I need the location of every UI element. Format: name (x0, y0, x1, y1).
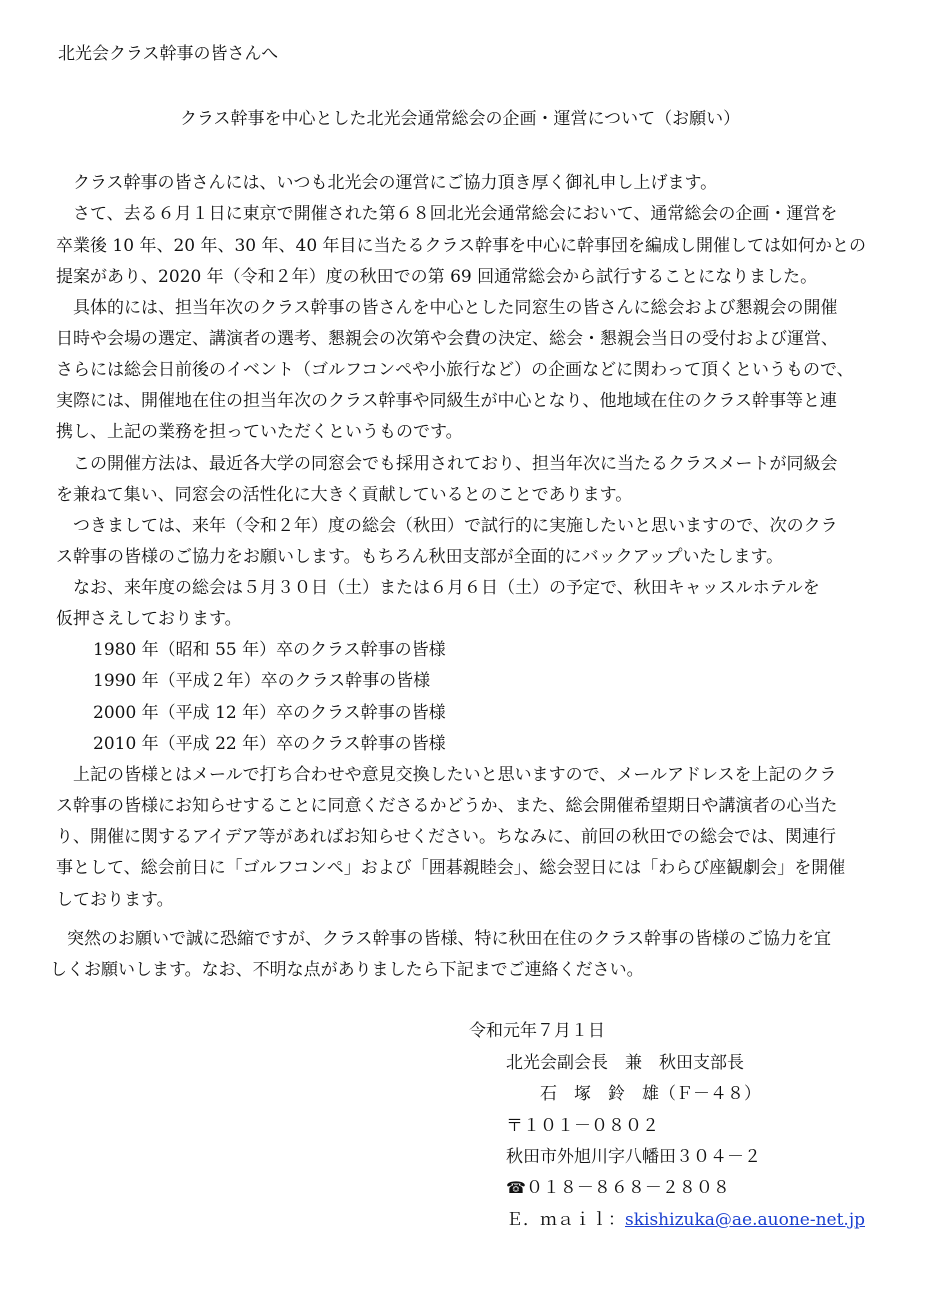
class-list-item: 2010 年（平成 22 年）卒のクラス幹事の皆様 (93, 734, 446, 754)
body-line: 日時や会場の選定、講演者の選考、懇親会の次第や会費の決定、総会・懇親会当日の受付および運営、 (56, 329, 838, 349)
sender-position: 北光会副会長 兼 秋田支部長 (506, 1053, 744, 1073)
closing-line: 事として、総会前日に「ゴルフコンペ」および「囲碁親睦会」、総会翌日には「わらび座観劇会」を開催 (56, 858, 846, 878)
email-link[interactable]: skishizuka@ae.auone-net.jp (625, 1210, 865, 1230)
closing-line: しております。 (56, 890, 174, 910)
phone-line (506, 1178, 730, 1198)
body-line: を兼ねて集い、同窓会の活性化に大きく貢献しているとのことであります。 (56, 485, 633, 505)
email-label: Ｅ．ｍａｉｌ： (506, 1210, 625, 1230)
class-list-item: 1990 年（平成２年）卒のクラス幹事の皆様 (93, 671, 431, 691)
body-line: 実際には、開催地在住の担当年次のクラス幹事や同級生が中心となり、他地域在住のクラス幹事等と連 (56, 391, 837, 411)
closing-line: ス幹事の皆様にお知らせすることに同意くださるかどうか、また、総会開催希望期日や講演者の心当た (56, 796, 838, 816)
body-line: 提案があり、2020 年（令和２年）度の秋田での第 69 回通常総会から試行することになりました。 (56, 267, 818, 287)
body-line: つきましては、来年（令和２年）度の総会（秋田）で試行的に実施したいと思いますので、次のクラ (56, 516, 838, 536)
body-line: クラス幹事の皆さんには、いつも北光会の運営にご協力頂き厚く御礼申し上げます。 (56, 173, 718, 193)
salutation: 北光会クラス幹事の皆さんへ (58, 44, 279, 64)
email-line (506, 1210, 865, 1230)
sender-name: 石 塚 鈴 雄（Ｆ－４８） (540, 1084, 761, 1104)
class-list-item: 1980 年（昭和 55 年）卒のクラス幹事の皆様 (93, 640, 446, 660)
telephone-icon: ☎ (506, 1178, 526, 1197)
body-line: ス幹事の皆様のご協力をお願いします。もちろん秋田支部が全面的にバックアップいたします。 (56, 547, 784, 567)
final-line: 突然のお願いで誠に恐縮ですが、クラス幹事の皆様、特に秋田在住のクラス幹事の皆様のご協力を宜 (50, 929, 831, 949)
body-line: さらには総会日前後のイベント（ゴルフコンペや小旅行など）の企画などに関わって頂くというもので、 (56, 360, 854, 380)
body-line: 仮押さえしております。 (56, 609, 242, 629)
body-line: この開催方法は、最近各大学の同窓会でも採用されており、担当年次に当たるクラスメートが同級会 (56, 454, 838, 474)
body-line: 携し、上記の業務を担っていただくというものです。 (56, 422, 463, 442)
closing-line: 上記の皆様とはメールで打ち合わせや意見交換したいと思いますので、メールアドレスを上記のクラ (56, 765, 837, 785)
letter-title: クラス幹事を中心とした北光会通常総会の企画・運営について（お願い） (180, 109, 741, 129)
closing-line: り、開催に関するアイデア等があればお知らせください。ちなみに、前回の秋田での総会では、関連行 (56, 827, 836, 847)
body-line: さて、去る６月１日に東京で開催された第６８回北光会通常総会において、通常総会の企画・運営を (56, 204, 838, 224)
letter-date: 令和元年７月１日 (469, 1021, 605, 1041)
class-list-item: 2000 年（平成 12 年）卒のクラス幹事の皆様 (93, 703, 446, 723)
final-line: しくお願いします。なお、不明な点がありましたら下記までご連絡ください。 (50, 960, 644, 980)
phone-number: ０１８－８６８－２８０８ (525, 1178, 730, 1198)
body-line: なお、来年度の総会は５月３０日（土）または６月６日（土）の予定で、秋田キャッスルホテルを (56, 578, 820, 598)
sender-address: 秋田市外旭川字八幡田３０４－２ (506, 1147, 761, 1167)
postal-code: 〒１０１－０８０２ (506, 1116, 659, 1136)
body-line: 具体的には、担当年次のクラス幹事の皆さんを中心とした同窓生の皆さんに総会および懇親会の開催 (56, 298, 838, 318)
body-line: 卒業後 10 年、20 年、30 年、40 年目に当たるクラス幹事を中心に幹事団を編成し開催しては如何かとの (56, 236, 867, 256)
